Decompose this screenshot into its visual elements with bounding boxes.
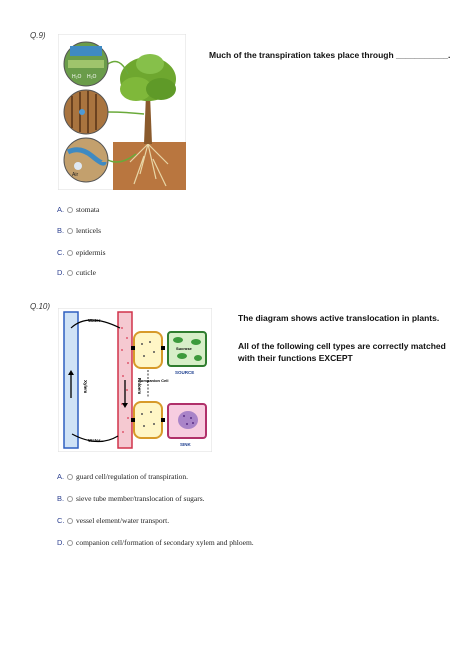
radio-icon[interactable]: [67, 540, 73, 546]
water-label: Water: [88, 438, 101, 443]
answer-option-b[interactable]: [57, 494, 205, 503]
translocation-figure: [58, 308, 212, 452]
option-text: companion cell/formation of secondary xylem and phloem.: [76, 538, 254, 547]
option-letter: A.: [57, 205, 65, 214]
answer-option-c[interactable]: [57, 516, 169, 525]
option-letter: B.: [57, 226, 65, 235]
water-label: Water: [88, 318, 101, 323]
radio-icon[interactable]: [67, 496, 73, 502]
option-letter: D.: [57, 268, 65, 277]
air-label: Air: [72, 172, 79, 178]
option-text: sieve tube member/translocation of sugars.: [76, 494, 205, 503]
question-stem-line2: All of the following cell types are correctly matched with their functions EXCEPT: [238, 341, 446, 363]
radio-icon[interactable]: [67, 228, 73, 234]
question-number: Q.9): [30, 31, 46, 40]
radio-icon[interactable]: [67, 474, 73, 480]
option-text: guard cell/regulation of transpiration.: [76, 472, 189, 481]
option-letter: C.: [57, 516, 65, 525]
question-stem-line1: The diagram shows active translocation in plants.: [238, 313, 440, 323]
option-text: vessel element/water transport.: [76, 516, 170, 525]
radio-icon[interactable]: [67, 270, 73, 276]
answer-option-b[interactable]: [57, 226, 101, 235]
option-letter: A.: [57, 472, 65, 481]
xylem-label: Xylem: [83, 380, 88, 394]
option-letter: D.: [57, 538, 65, 547]
answer-option-d[interactable]: [57, 268, 96, 277]
option-text: lenticels: [76, 226, 101, 235]
answer-option-c[interactable]: [57, 248, 106, 257]
radio-icon[interactable]: [67, 250, 73, 256]
radio-icon[interactable]: [67, 518, 73, 524]
option-letter: C.: [57, 248, 65, 257]
companion-cell-label: Companion Cell: [138, 378, 169, 383]
source-label: SOURCE: [175, 370, 195, 375]
question-number: Q.10): [30, 302, 51, 311]
radio-icon[interactable]: [67, 207, 73, 213]
answer-option-a[interactable]: [57, 205, 99, 214]
sink-label: SINK: [180, 442, 191, 447]
h2o-label: H₂O: [72, 74, 82, 80]
option-text: cuticle: [76, 268, 96, 277]
option-text: epidermis: [76, 248, 106, 257]
sucrose-label: Sucrose: [176, 346, 192, 351]
question-stem: Much of the transpiration takes place through ___________.: [209, 50, 451, 60]
h2o-label: H₂O: [87, 74, 97, 80]
option-text: stomata: [76, 205, 100, 214]
phloem-label: Phloem: [137, 378, 142, 395]
answer-option-d[interactable]: [57, 538, 254, 547]
answer-option-a[interactable]: [57, 472, 188, 481]
option-letter: B.: [57, 494, 65, 503]
transpiration-figure: [58, 34, 186, 190]
